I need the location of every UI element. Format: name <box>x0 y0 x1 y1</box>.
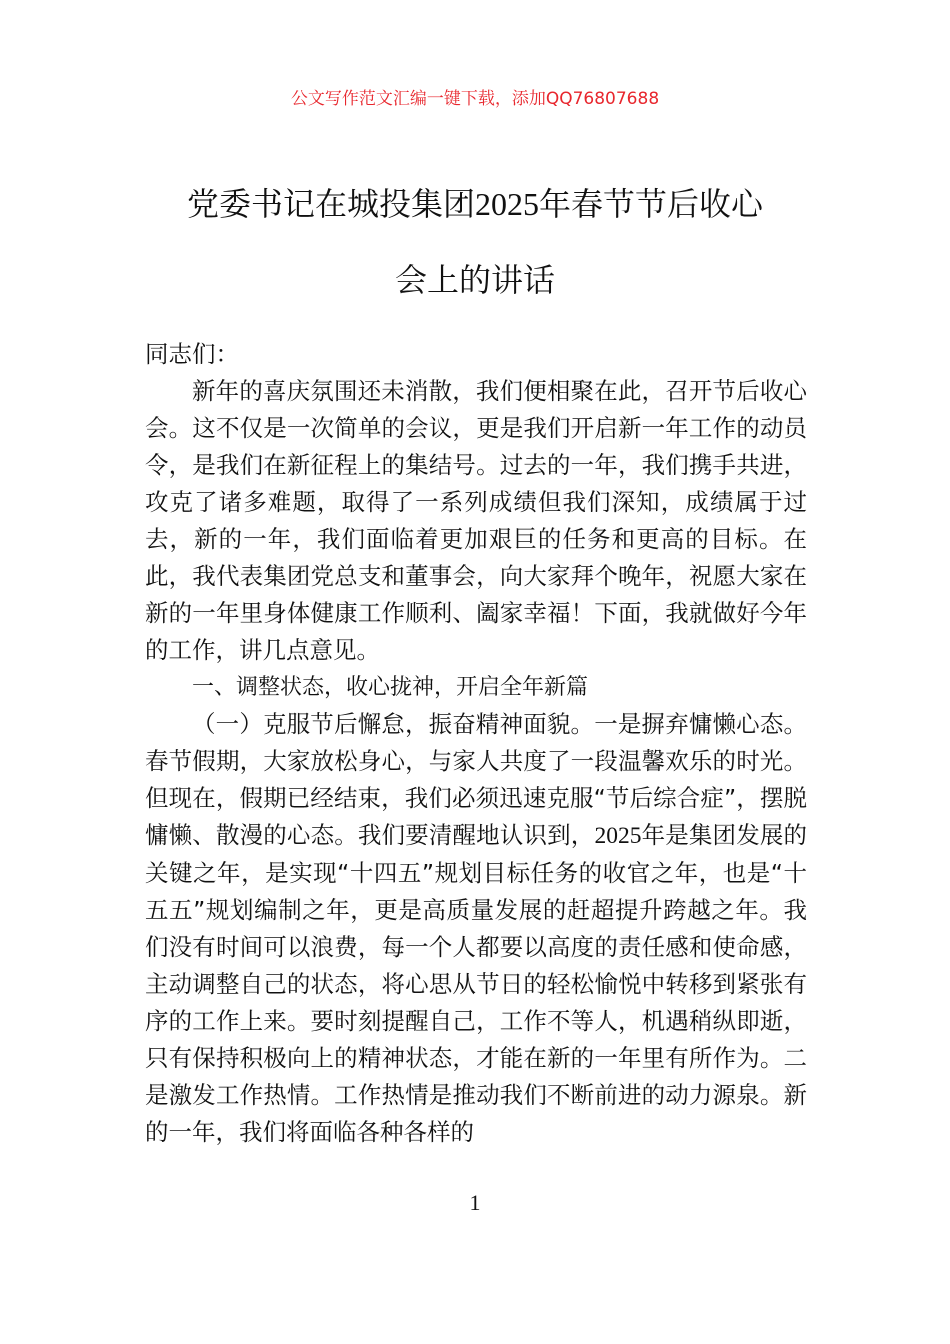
title-line-2: 会上的讲话 <box>394 261 555 299</box>
paragraph-section-1-1-post: 年是集团发展的关键之年，是实现“十四五”规划目标任务的收官之年，也是“十五五”规划编制之年，更是高质量发展的赶超提升跨越之年。我们没有时间可以浪费，每一个人都要以高度的责任感和使命感，主动调整自己的状态，将心思从节日的轻松愉悦中转移到紧张有序的工作上来。要时刻提醒自己，工作不等人，机遇稍纵即逝，只有保持积极向上的精神状态，才能在新的一年里有所作为。二是激发工作热情。工作热情是推动我们不断前进的动力源泉。新的一年，我们将面临各种各样的 <box>145 821 808 1146</box>
paragraph-section-1-1 <box>145 706 807 1151</box>
page-number: 1 <box>469 1190 481 1215</box>
section-heading-1: 一、调整状态，收心拢神，开启全年新篇 <box>192 675 589 700</box>
paragraph-opening: 新年的喜庆氛围还未消散，我们便相聚在此，召开节后收心会。这不仅是一次简单的会议，更是我们开启新一年工作的动员令，是我们在新征程上的集结号。过去的一年，我们携手共进，攻克了诸多难题，取得了一系列成绩但我们深知，成绩属于过去，新的一年，我们面临着更加艰巨的任务和更高的目标。在此，我代表集团党总支和董事会，向大家拜个晚年，祝愿大家在新的一年里身体健康工作顺利、阖家幸福！下面，我就做好今年的工作，讲几点意见。 <box>145 377 807 664</box>
salutation: 同志们： <box>145 340 239 368</box>
document-body <box>145 336 807 1151</box>
title-line-1-pre: 党委书记在城投集团 <box>186 185 475 223</box>
paragraph-year: 2025 <box>594 823 642 849</box>
title-line-1 <box>140 166 810 242</box>
header-download-note: 公文写作范文汇编一键下载，添加QQ76807688 <box>290 89 660 109</box>
paragraph-section-1-1-pre: （一）克服节后懈怠，振奋精神面貌。一是摒弃慵懒心态。春节假期，大家放松身心，与家人共度了一段温馨欢乐的时光。但现在，假期已经结束，我们必须迅速克服“节后综合症”，摆脱慵懒、散漫的心态。我们要清醒地认识到， <box>145 710 807 849</box>
title-year: 2025 <box>475 186 539 222</box>
document-title <box>140 166 810 318</box>
title-line-1-post: 年春节节后收心 <box>539 185 764 223</box>
